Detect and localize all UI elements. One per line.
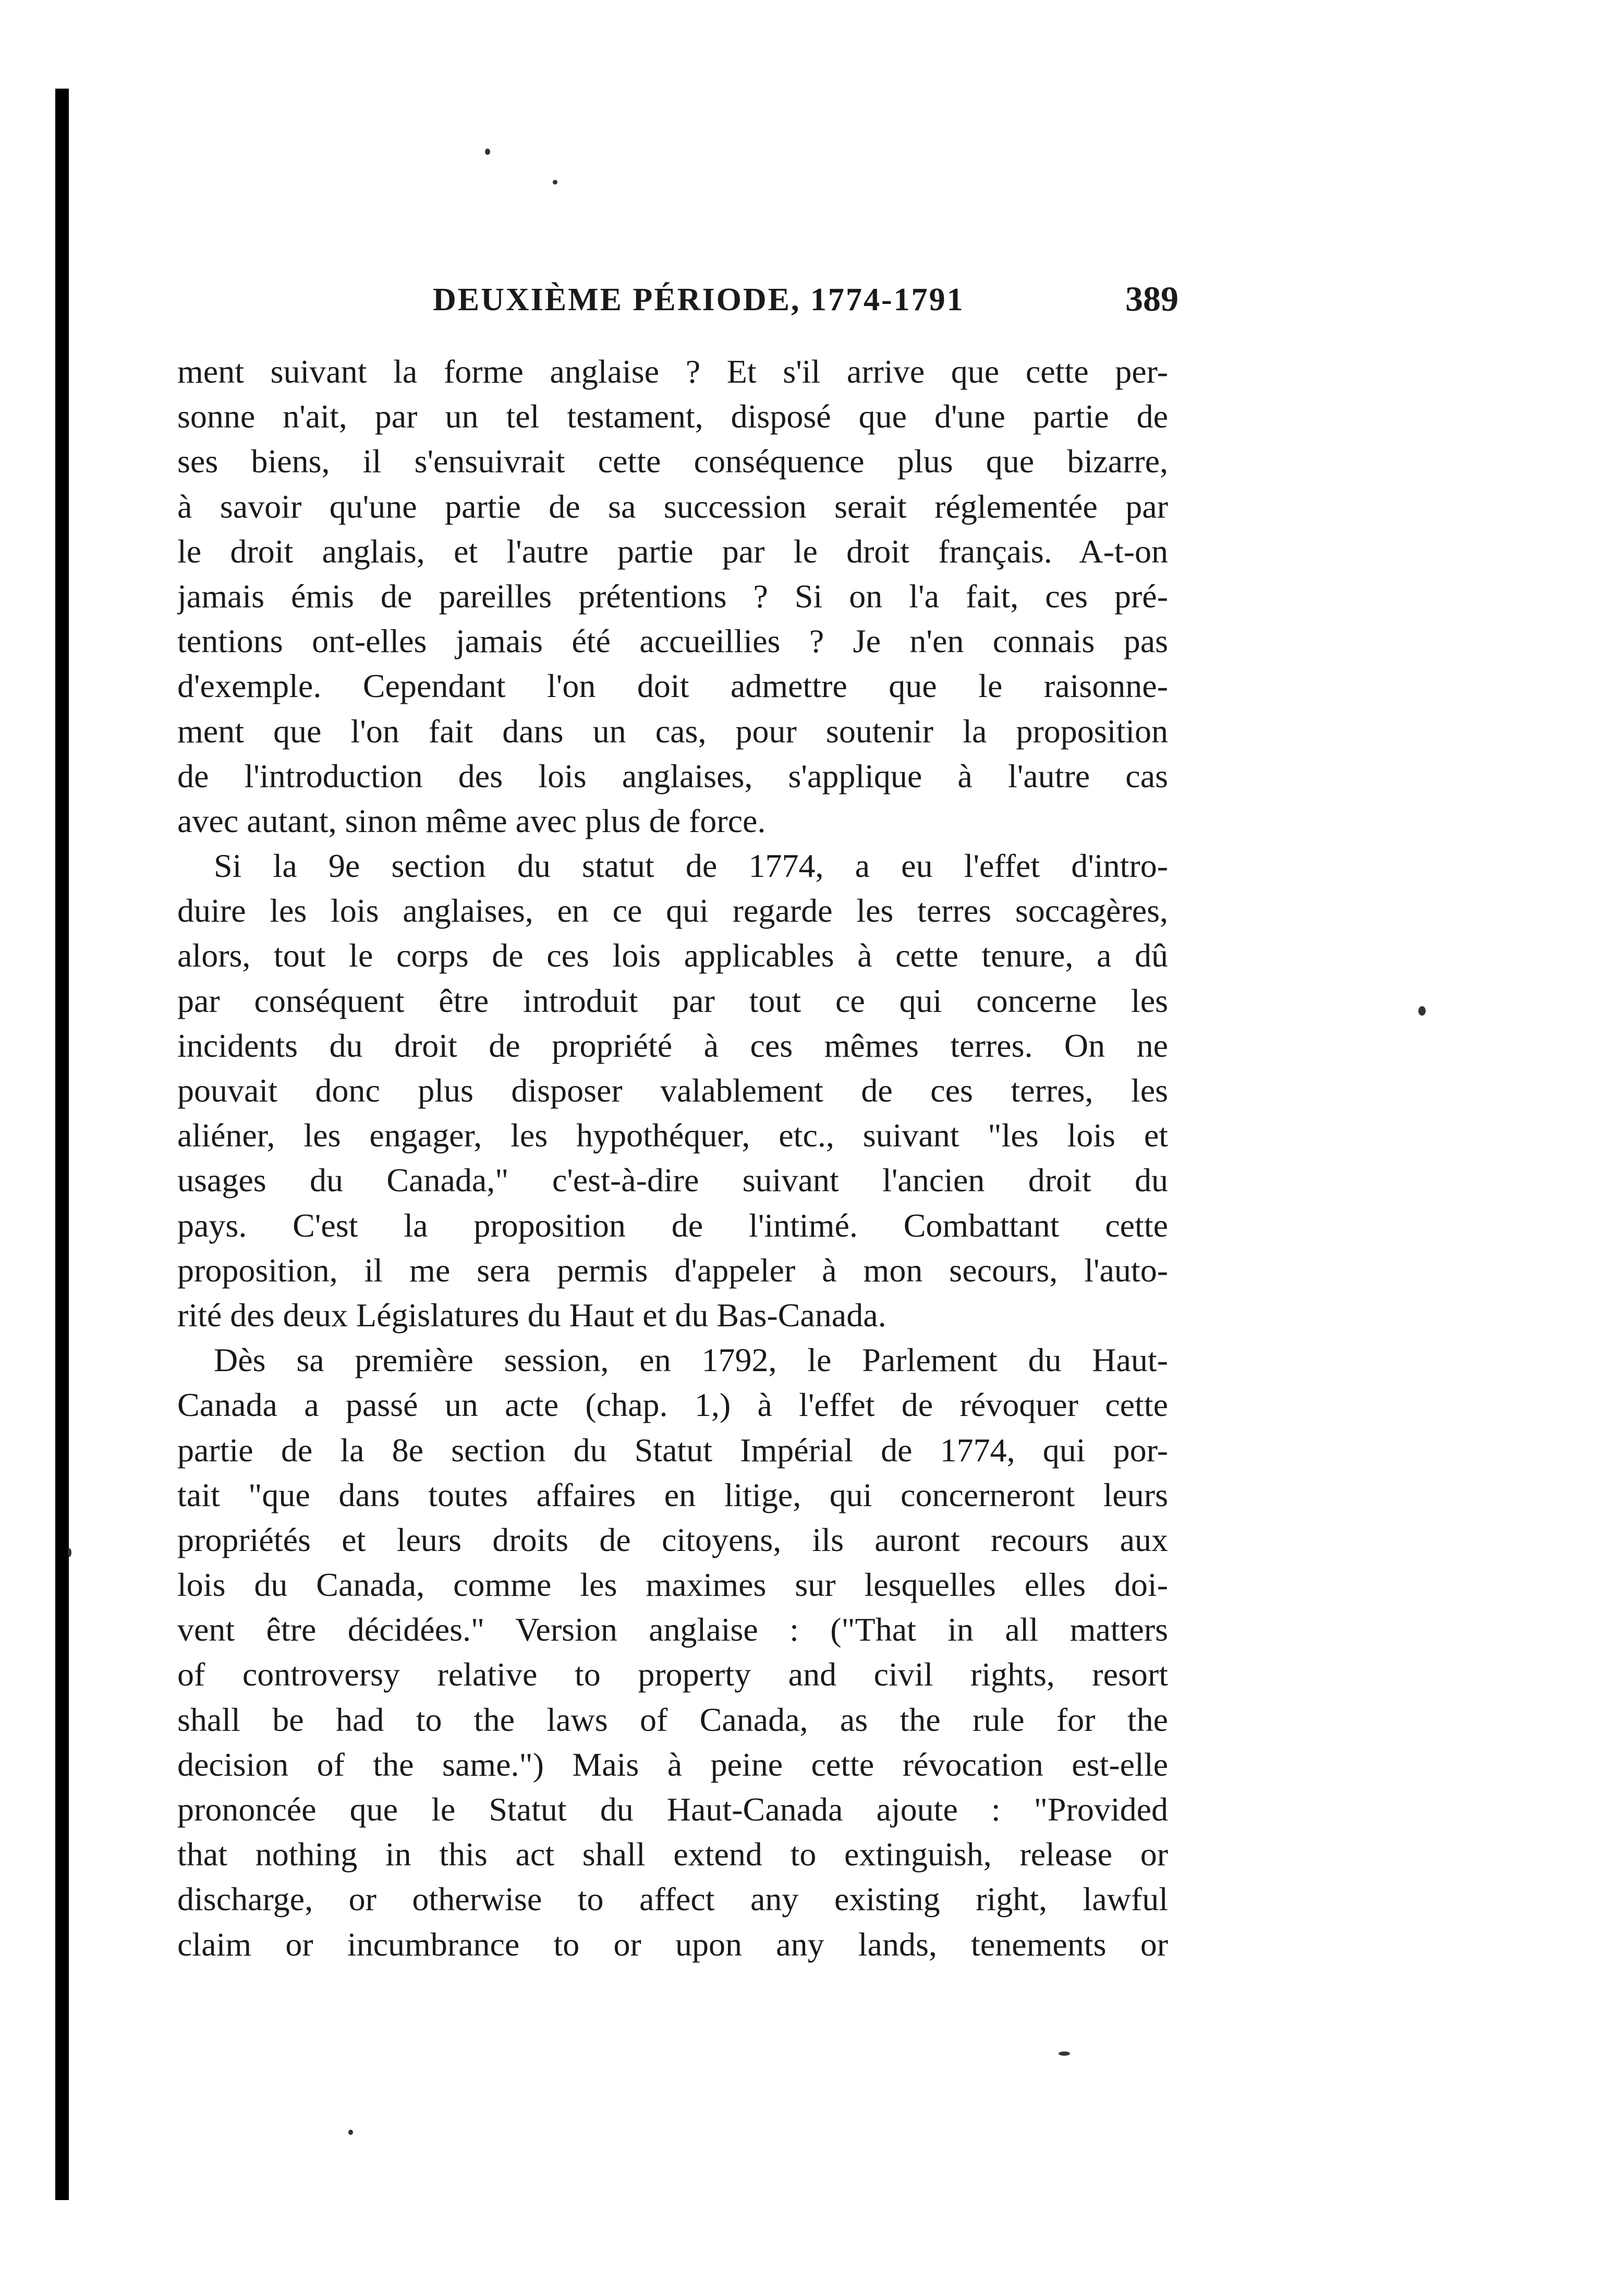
scan-speck [68, 1548, 71, 1557]
text-line: propriétés et leurs droits de citoyens, ils auront recours aux [177, 1521, 1168, 1558]
text-line: aliéner, les engager, les hypothéquer, etc., suivant "les lois et [177, 1117, 1168, 1154]
text-line: that nothing in this act shall extend to extinguish, release or [177, 1836, 1168, 1873]
text-line: tentions ont-elles jamais été accueillies ? Je n'en connais pas [177, 622, 1168, 660]
text-line: lois du Canada, comme les maximes sur lesquelles elles doi- [177, 1566, 1168, 1604]
text-line: Canada a passé un acte (chap. 1,) à l'effet de révoquer cette [177, 1386, 1168, 1424]
binding-edge [55, 89, 69, 2200]
text-line: jamais émis de pareilles prétentions ? Si on l'a fait, ces pré- [177, 577, 1168, 615]
text-line: discharge, or otherwise to affect any existing right, lawful [177, 1880, 1168, 1918]
text-line: ment que l'on fait dans un cas, pour soutenir la proposition [177, 712, 1168, 750]
text-line: à savoir qu'une partie de sa succession serait réglementée par [177, 487, 1168, 525]
text-line: avec autant, sinon même avec plus de force. [177, 802, 766, 839]
text-line: incidents du droit de propriété à ces mêmes terres. On ne [177, 1027, 1168, 1064]
text-line: claim or incumbrance to or upon any lands, tenements or [177, 1925, 1168, 1963]
text-line: rité des deux Législatures du Haut et du Bas-Canada. [177, 1296, 886, 1334]
scan-speck [1418, 1006, 1426, 1016]
body-text [177, 349, 1168, 1967]
text-line: tait "que dans toutes affaires en litige, qui concerneront leurs [177, 1476, 1168, 1513]
text-line: prononcée que le Statut du Haut-Canada ajoute : "Provided [177, 1791, 1168, 1828]
text-line: duire les lois anglaises, en ce qui regarde les terres soccagères, [177, 892, 1168, 930]
text-line: vent être décidées." Version anglaise : ("That in all matters [177, 1611, 1168, 1648]
text-line: usages du Canada," c'est-à-dire suivant l'ancien droit du [177, 1162, 1168, 1199]
text-line: Dès sa première session, en 1792, le Parlement du Haut- [214, 1341, 1168, 1379]
text-line: proposition, il me sera permis d'appeler à mon secours, l'auto- [177, 1251, 1168, 1289]
page-number: 389 [1125, 279, 1178, 319]
scan-speck [485, 149, 490, 155]
text-line: par conséquent être introduit par tout ce qui concerne les [177, 982, 1168, 1019]
scan-speck [553, 180, 557, 185]
text-line: ment suivant la forme anglaise ? Et s'il arrive que cette per- [177, 353, 1168, 390]
text-line: sonne n'ait, par un tel testament, disposé que d'une partie de [177, 398, 1168, 435]
text-line: alors, tout le corps de ces lois applicables à cette tenure, a dû [177, 937, 1168, 974]
text-line: partie de la 8e section du Statut Impérial de 1774, qui por- [177, 1431, 1168, 1469]
text-line: de l'introduction des lois anglaises, s'applique à l'autre cas [177, 757, 1168, 795]
text-line: le droit anglais, et l'autre partie par le droit français. A-t-on [177, 532, 1168, 570]
scan-speck [348, 2130, 353, 2135]
text-line: pays. C'est la proposition de l'intimé. Combattant cette [177, 1206, 1168, 1244]
running-head: DEUXIÈME PÉRIODE, 1774-1791 [433, 282, 965, 317]
scan-speck [1059, 2051, 1070, 2056]
text-line: pouvait donc plus disposer valablement de ces terres, les [177, 1072, 1168, 1109]
text-line: shall be had to the laws of Canada, as the rule for the [177, 1701, 1168, 1738]
text-line: decision of the same.") Mais à peine cette révocation est-elle [177, 1745, 1168, 1783]
text-line: of controversy relative to property and civil rights, resort [177, 1656, 1168, 1693]
page-header [177, 276, 1178, 323]
text-line: Si la 9e section du statut de 1774, a eu l'effet d'intro- [214, 847, 1168, 885]
text-line: d'exemple. Cependant l'on doit admettre que le raisonne- [177, 667, 1168, 705]
text-line: ses biens, il s'ensuivrait cette conséquence plus que bizarre, [177, 443, 1168, 480]
